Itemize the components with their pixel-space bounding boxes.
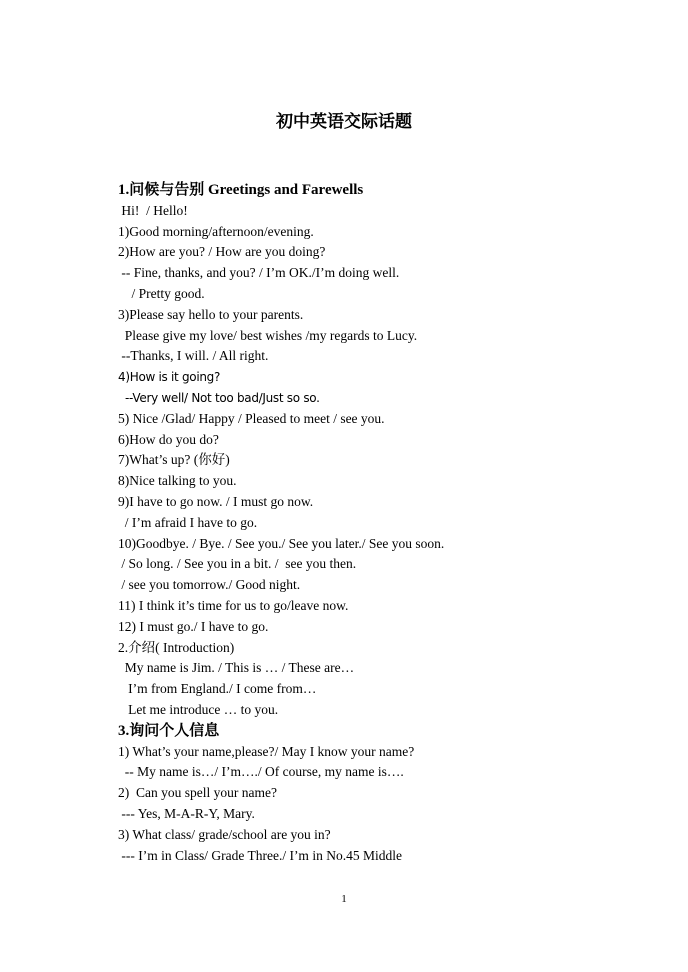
page-title: 初中英语交际话题 [276, 112, 412, 132]
text-line: / I’m afraid I have to go. [118, 514, 258, 530]
text-line: 2)How are you? / How are you doing? [118, 244, 326, 260]
text-line: I’m from England./ I come from… [118, 681, 317, 697]
text-line: 2) Can you spell your name? [118, 785, 277, 801]
text-line: 6)How do you do? [118, 431, 219, 447]
text-line: Please give my love/ best wishes /my regards to Lucy. [118, 327, 418, 343]
text-line: 7)What’s up? (你好) [118, 452, 230, 468]
section-heading: 3.询问个人信息 [118, 722, 220, 739]
text-line: 9)I have to go now. / I must go now. [118, 493, 314, 509]
text-line: --- I’m in Class/ Grade Three./ I’m in No.45 Middle [118, 847, 402, 863]
text-line: / Pretty good. [118, 285, 205, 301]
text-line: 2.介绍( Introduction) [118, 639, 235, 655]
text-line: 4)How is it going? [118, 370, 221, 385]
text-line: -- My name is…/ I’m…./ Of course, my name is…. [118, 764, 404, 780]
section-heading: 1.问候与告别 Greetings and Farewells [118, 182, 364, 198]
text-line: 3) What class/ grade/school are you in? [118, 826, 331, 842]
text-line: 10)Goodbye. / Bye. / See you./ See you later./ See you soon. [118, 535, 445, 551]
text-line: 3)Please say hello to your parents. [118, 306, 304, 322]
text-line: 1)Good morning/afternoon/evening. [118, 223, 314, 239]
text-line: --Very well/ Not too bad/Just so so. [118, 390, 320, 405]
text-line: / So long. / See you in a bit. / see you then. [118, 556, 357, 572]
text-line: 11) I think it’s time for us to go/leave now. [118, 597, 349, 613]
page-number: 1 [341, 893, 347, 905]
text-line: Let me introduce … to you. [118, 701, 279, 717]
text-line: / see you tomorrow./ Good night. [118, 577, 301, 593]
text-line: 5) Nice /Glad/ Happy / Pleased to meet / see you. [118, 410, 385, 426]
document-body [118, 180, 588, 866]
text-line: 8)Nice talking to you. [118, 473, 237, 489]
text-line: -- Fine, thanks, and you? / I’m OK./I’m doing well. [118, 265, 400, 281]
text-line: 12) I must go./ I have to go. [118, 618, 269, 634]
text-line: My name is Jim. / This is … / These are… [118, 660, 355, 676]
text-line: --Thanks, I will. / All right. [118, 348, 269, 364]
text-line: 1) What’s your name,please?/ May I know your name? [118, 743, 415, 759]
text-line: --- Yes, M-A-R-Y, Mary. [118, 805, 255, 821]
text-line: Hi! / Hello! [118, 202, 188, 218]
